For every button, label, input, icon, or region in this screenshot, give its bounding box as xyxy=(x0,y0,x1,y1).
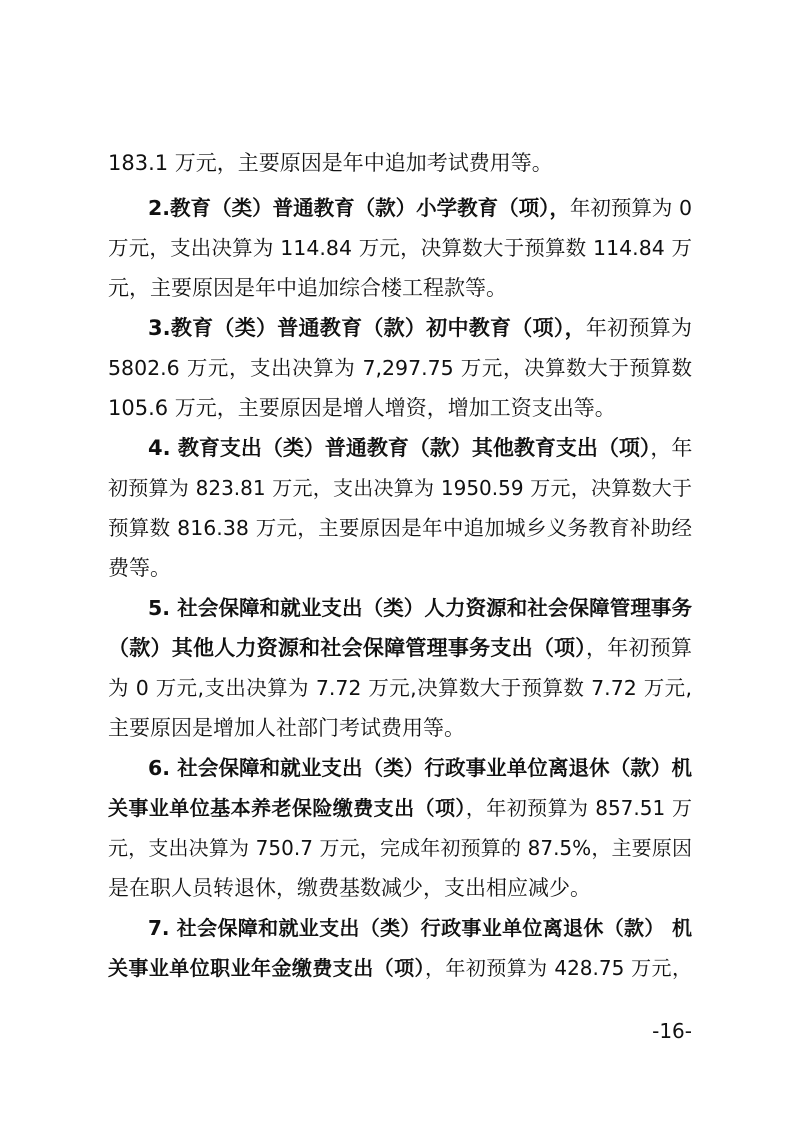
text-line xyxy=(108,468,692,508)
item-5-heading-line xyxy=(148,588,692,628)
text-run: 是在职人员转退休，缴费基数减少，支出相应减少。 xyxy=(108,876,591,900)
text-run: 元，支出决算为 750.7 万元，完成年初预算的 87.5%，主要原因 xyxy=(108,836,692,860)
text-line xyxy=(108,548,692,588)
text-run: ，年初预算 xyxy=(586,636,693,660)
item-3-heading-line xyxy=(148,308,692,348)
item-5-title: 5. 社会保障和就业支出（类）人力资源和社会保障管理事务 xyxy=(148,596,692,620)
item-5-title-cont: （款）其他人力资源和社会保障管理事务支出（项） xyxy=(108,636,587,660)
item-7-title-cont: 关事业单位职业年金缴费支出（项） xyxy=(108,956,425,980)
text-run: ，年初预算为 857.51 万 xyxy=(465,796,692,820)
text-run: 主要原因是增加人社部门考试费用等。 xyxy=(108,716,465,740)
item-4-title: 4. 教育支出（类）普通教育（款）其他教育支出（项） xyxy=(148,436,651,460)
text-run: 183.1 万元，主要原因是年中追加考试费用等。 xyxy=(108,151,553,175)
text-line xyxy=(108,508,692,548)
text-run: 年初预算为 xyxy=(585,316,692,340)
text-line xyxy=(108,868,692,908)
text-line xyxy=(108,948,692,988)
text-line xyxy=(108,268,692,308)
item-6-heading-line xyxy=(148,748,692,788)
text-run: 5802.6 万元，支出决算为 7,297.75 万元，决算数大于预算数 xyxy=(108,356,692,380)
text-run: 费等。 xyxy=(108,556,171,580)
text-run: 105.6 万元，主要原因是增人增资，增加工资支出等。 xyxy=(108,396,616,420)
text-run: 万元，支出决算为 114.84 万元，决算数大于预算数 114.84 万 xyxy=(108,236,692,260)
text-run: 预算数 816.38 万元，主要原因是年中追加城乡义务教育补助经 xyxy=(108,516,692,540)
text-line xyxy=(108,668,692,708)
item-7-heading-line xyxy=(148,908,692,948)
text-line xyxy=(108,388,692,428)
item-4-heading-line xyxy=(148,428,692,468)
page-number: -16- xyxy=(652,1019,692,1043)
text-line xyxy=(108,348,692,388)
text-line xyxy=(108,628,692,668)
item-7-title: 7. 社会保障和就业支出（类）行政事业单位离退休（款） 机 xyxy=(148,916,692,940)
text-run: 为 0 万元,支出决算为 7.72 万元,决算数大于预算数 7.72 万元, xyxy=(108,676,692,700)
text-line xyxy=(108,143,692,183)
text-run: ，年初预算为 428.75 万元， xyxy=(424,956,692,980)
text-run: 年初预算为 0 xyxy=(569,196,692,220)
text-run: 元，主要原因是年中追加综合楼工程款等。 xyxy=(108,276,507,300)
item-3-title: 3.教育（类）普通教育（款）初中教育（项）， xyxy=(148,316,586,340)
item-6-title-cont: 关事业单位基本养老保险缴费支出（项） xyxy=(108,796,466,820)
text-run: 初预算为 823.81 万元，支出决算为 1950.59 万元，决算数大于 xyxy=(108,476,692,500)
text-line xyxy=(108,788,692,828)
text-line xyxy=(108,828,692,868)
text-run: ，年 xyxy=(650,436,693,460)
item-6-title: 6. 社会保障和就业支出（类）行政事业单位离退休（款）机 xyxy=(148,756,692,780)
item-2-title: 2.教育（类）普通教育（款）小学教育（项）， xyxy=(148,196,570,220)
text-line xyxy=(108,228,692,268)
item-2-heading-line xyxy=(148,188,692,228)
text-line xyxy=(108,708,692,748)
